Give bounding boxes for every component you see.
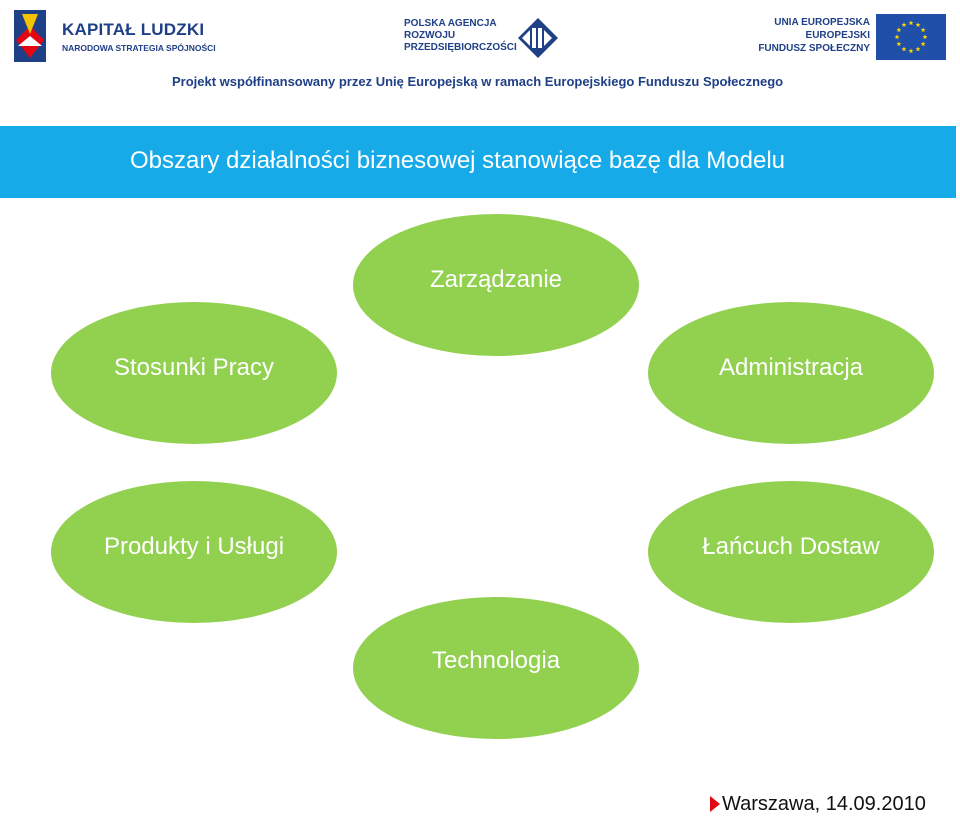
node-technologia (353, 597, 639, 739)
node-produkty-i-uslugi (51, 481, 337, 623)
node-label: Zarządzanie (429, 266, 563, 293)
node-stosunki-pracy (51, 302, 337, 444)
page-title: Obszary działalności biznesowej stanowiące bazę dla Modelu (130, 147, 786, 174)
node-label: Technologia (431, 647, 561, 674)
node-label: Produkty i Usługi (103, 533, 285, 560)
eu-name (758, 16, 870, 55)
footer (708, 793, 948, 817)
kapital-ludzki-emblem-icon (10, 6, 50, 66)
parp-logo (404, 16, 564, 60)
eu-line-2: EUROPEJSKI (805, 30, 870, 41)
parp-line-3: PRZEDSIĘBIORCZOŚCI (404, 42, 517, 53)
node-label: Administracja (718, 354, 864, 381)
parp-name (404, 18, 517, 54)
parp-line-1: POLSKA AGENCJA (404, 18, 497, 29)
node-label: Łańcuch Dostaw (702, 533, 880, 560)
kapital-ludzki-title: KAPITAŁ LUDZKI (62, 20, 205, 39)
eu-flag-icon (876, 14, 946, 60)
eu-line-3: FUNDUSZ SPOŁECZNY (758, 43, 870, 54)
title-banner (0, 126, 956, 198)
kapital-ludzki-logo (10, 6, 216, 66)
red-arrow-icon (710, 796, 720, 812)
node-administracja (648, 302, 934, 444)
parp-emblem-icon (516, 16, 560, 60)
kapital-ludzki-subtitle: NARODOWA STRATEGIA SPÓJNOŚCI (62, 43, 216, 53)
project-funding-line: Projekt współfinansowany przez Unię Europejską w ramach Europejskiego Funduszu Społecznego (172, 74, 784, 89)
footer-place-date: Warszawa, 14.09.2010 (722, 793, 926, 815)
node-lancuch-dostaw (648, 481, 934, 623)
eu-line-1: UNIA EUROPEJSKA (774, 17, 870, 28)
node-label: Stosunki Pracy (113, 354, 275, 381)
node-zarzadzanie (353, 214, 639, 356)
parp-line-2: ROZWOJU (404, 30, 456, 41)
eu-logo (758, 14, 950, 62)
